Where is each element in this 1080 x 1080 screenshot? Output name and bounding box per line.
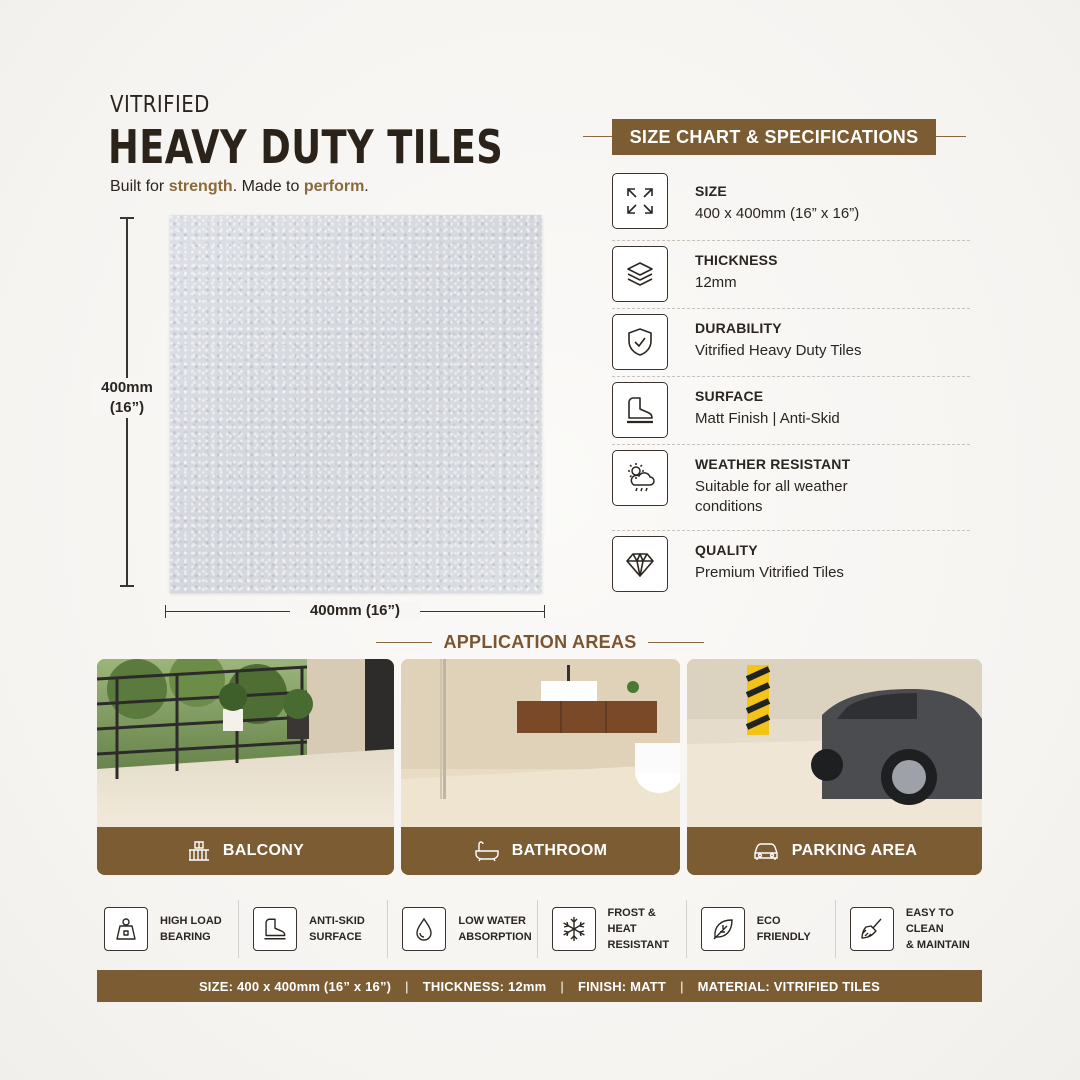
spec-value: Suitable for all weather conditions <box>695 478 848 515</box>
expand-arrows-icon <box>612 173 668 229</box>
application-card-bathroom <box>401 659 680 875</box>
spec-value: Matt Finish | Anti-Skid <box>695 410 840 427</box>
spec-row-durability <box>612 308 970 376</box>
tagline-text: Built for <box>110 178 169 195</box>
summary-separator: | <box>680 978 684 994</box>
application-label-parking <box>687 827 982 875</box>
bathroom-photo <box>401 659 680 827</box>
spec-header: SIZE CHART & SPECIFICATIONS <box>612 119 936 155</box>
height-in: (16”) <box>109 399 145 416</box>
summary-separator: | <box>405 978 409 994</box>
leaf-icon <box>701 907 745 951</box>
summary-size: SIZE: 400 x 400mm (16” x 16”) <box>198 978 392 994</box>
boot-icon <box>612 382 668 438</box>
layers-icon <box>612 246 668 302</box>
application-label-balcony <box>97 827 394 875</box>
height-mm: 400mm <box>101 379 153 396</box>
tagline-text: . <box>364 178 369 195</box>
application-label-bathroom <box>401 827 680 875</box>
weather-icon <box>612 450 668 506</box>
width-dimension-label: 400mm (16”) <box>290 602 420 619</box>
spec-row-surface <box>612 376 970 444</box>
balcony-photo <box>97 659 394 827</box>
tagline-highlight-perform: perform <box>303 178 365 195</box>
summary-finish: FINISH: MATT <box>577 978 667 994</box>
spec-header-rule-right <box>936 136 966 137</box>
bathtub-icon <box>474 840 500 862</box>
spec-summary-bar <box>97 970 982 1002</box>
feature-label: EASY TO CLEAN & MAINTAIN <box>905 907 970 951</box>
summary-thickness: THICKNESS: 12mm <box>422 978 547 994</box>
spec-row-thickness <box>612 240 970 308</box>
eyebrow-label: VITRIFIED <box>110 92 210 118</box>
feature-frost-heat <box>537 900 686 958</box>
balcony-icon <box>187 840 211 862</box>
car-icon <box>752 841 780 861</box>
application-label-text: PARKING AREA <box>791 842 918 859</box>
feature-label: HIGH LOAD BEARING <box>160 915 222 943</box>
tagline-text: . Made to <box>232 178 304 195</box>
summary-material: MATERIAL: VITRIFIED TILES <box>697 978 881 994</box>
application-areas-title: APPLICATION AREAS <box>443 632 637 652</box>
spec-label: THICKNESS <box>695 252 778 268</box>
feature-strip <box>100 900 984 958</box>
tagline-highlight-strength: strength <box>168 178 233 195</box>
feature-label: ANTI-SKID SURFACE <box>309 915 365 943</box>
parking-photo <box>687 659 982 827</box>
application-card-balcony <box>97 659 394 875</box>
feature-anti-skid <box>238 900 387 958</box>
spec-list <box>612 172 970 598</box>
feature-label: ECO FRIENDLY <box>756 915 811 943</box>
application-label-text: BATHROOM <box>511 842 608 859</box>
summary-separator: | <box>560 978 564 994</box>
water-drop-icon <box>402 907 446 951</box>
tile-sample-image <box>170 215 542 593</box>
feature-low-water <box>387 900 536 958</box>
spec-row-quality <box>612 530 970 598</box>
spec-value: 400 x 400mm (16” x 16”) <box>695 205 860 222</box>
spec-row-weather <box>612 444 970 530</box>
feature-high-load <box>100 900 238 958</box>
feature-label: LOW WATER ABSORPTION <box>458 915 532 943</box>
feature-eco <box>686 900 835 958</box>
height-dimension-label <box>92 378 162 418</box>
spec-label: WEATHER RESISTANT <box>695 456 851 472</box>
spec-label: SIZE <box>695 183 727 199</box>
spec-value: Premium Vitrified Tiles <box>695 564 844 581</box>
spec-value: 12mm <box>695 274 737 291</box>
feature-label: FROST & HEAT RESISTANT <box>607 907 670 951</box>
page-title: HEAVY DUTY TILES <box>108 120 504 174</box>
spec-row-size <box>612 172 970 240</box>
diamond-icon <box>612 536 668 592</box>
application-label-text: BALCONY <box>222 842 305 859</box>
feature-easy-clean <box>835 900 984 958</box>
spec-header-rule-left <box>583 136 613 137</box>
tagline <box>110 178 369 196</box>
application-card-parking <box>687 659 982 875</box>
spec-label: DURABILITY <box>695 320 782 336</box>
spec-value: Vitrified Heavy Duty Tiles <box>695 342 862 359</box>
broom-icon <box>850 907 894 951</box>
boot-icon <box>253 907 297 951</box>
shield-check-icon <box>612 314 668 370</box>
spec-label: QUALITY <box>695 542 758 558</box>
spec-label: SURFACE <box>695 388 764 404</box>
snowflake-icon <box>552 907 596 951</box>
weight-icon <box>104 907 148 951</box>
